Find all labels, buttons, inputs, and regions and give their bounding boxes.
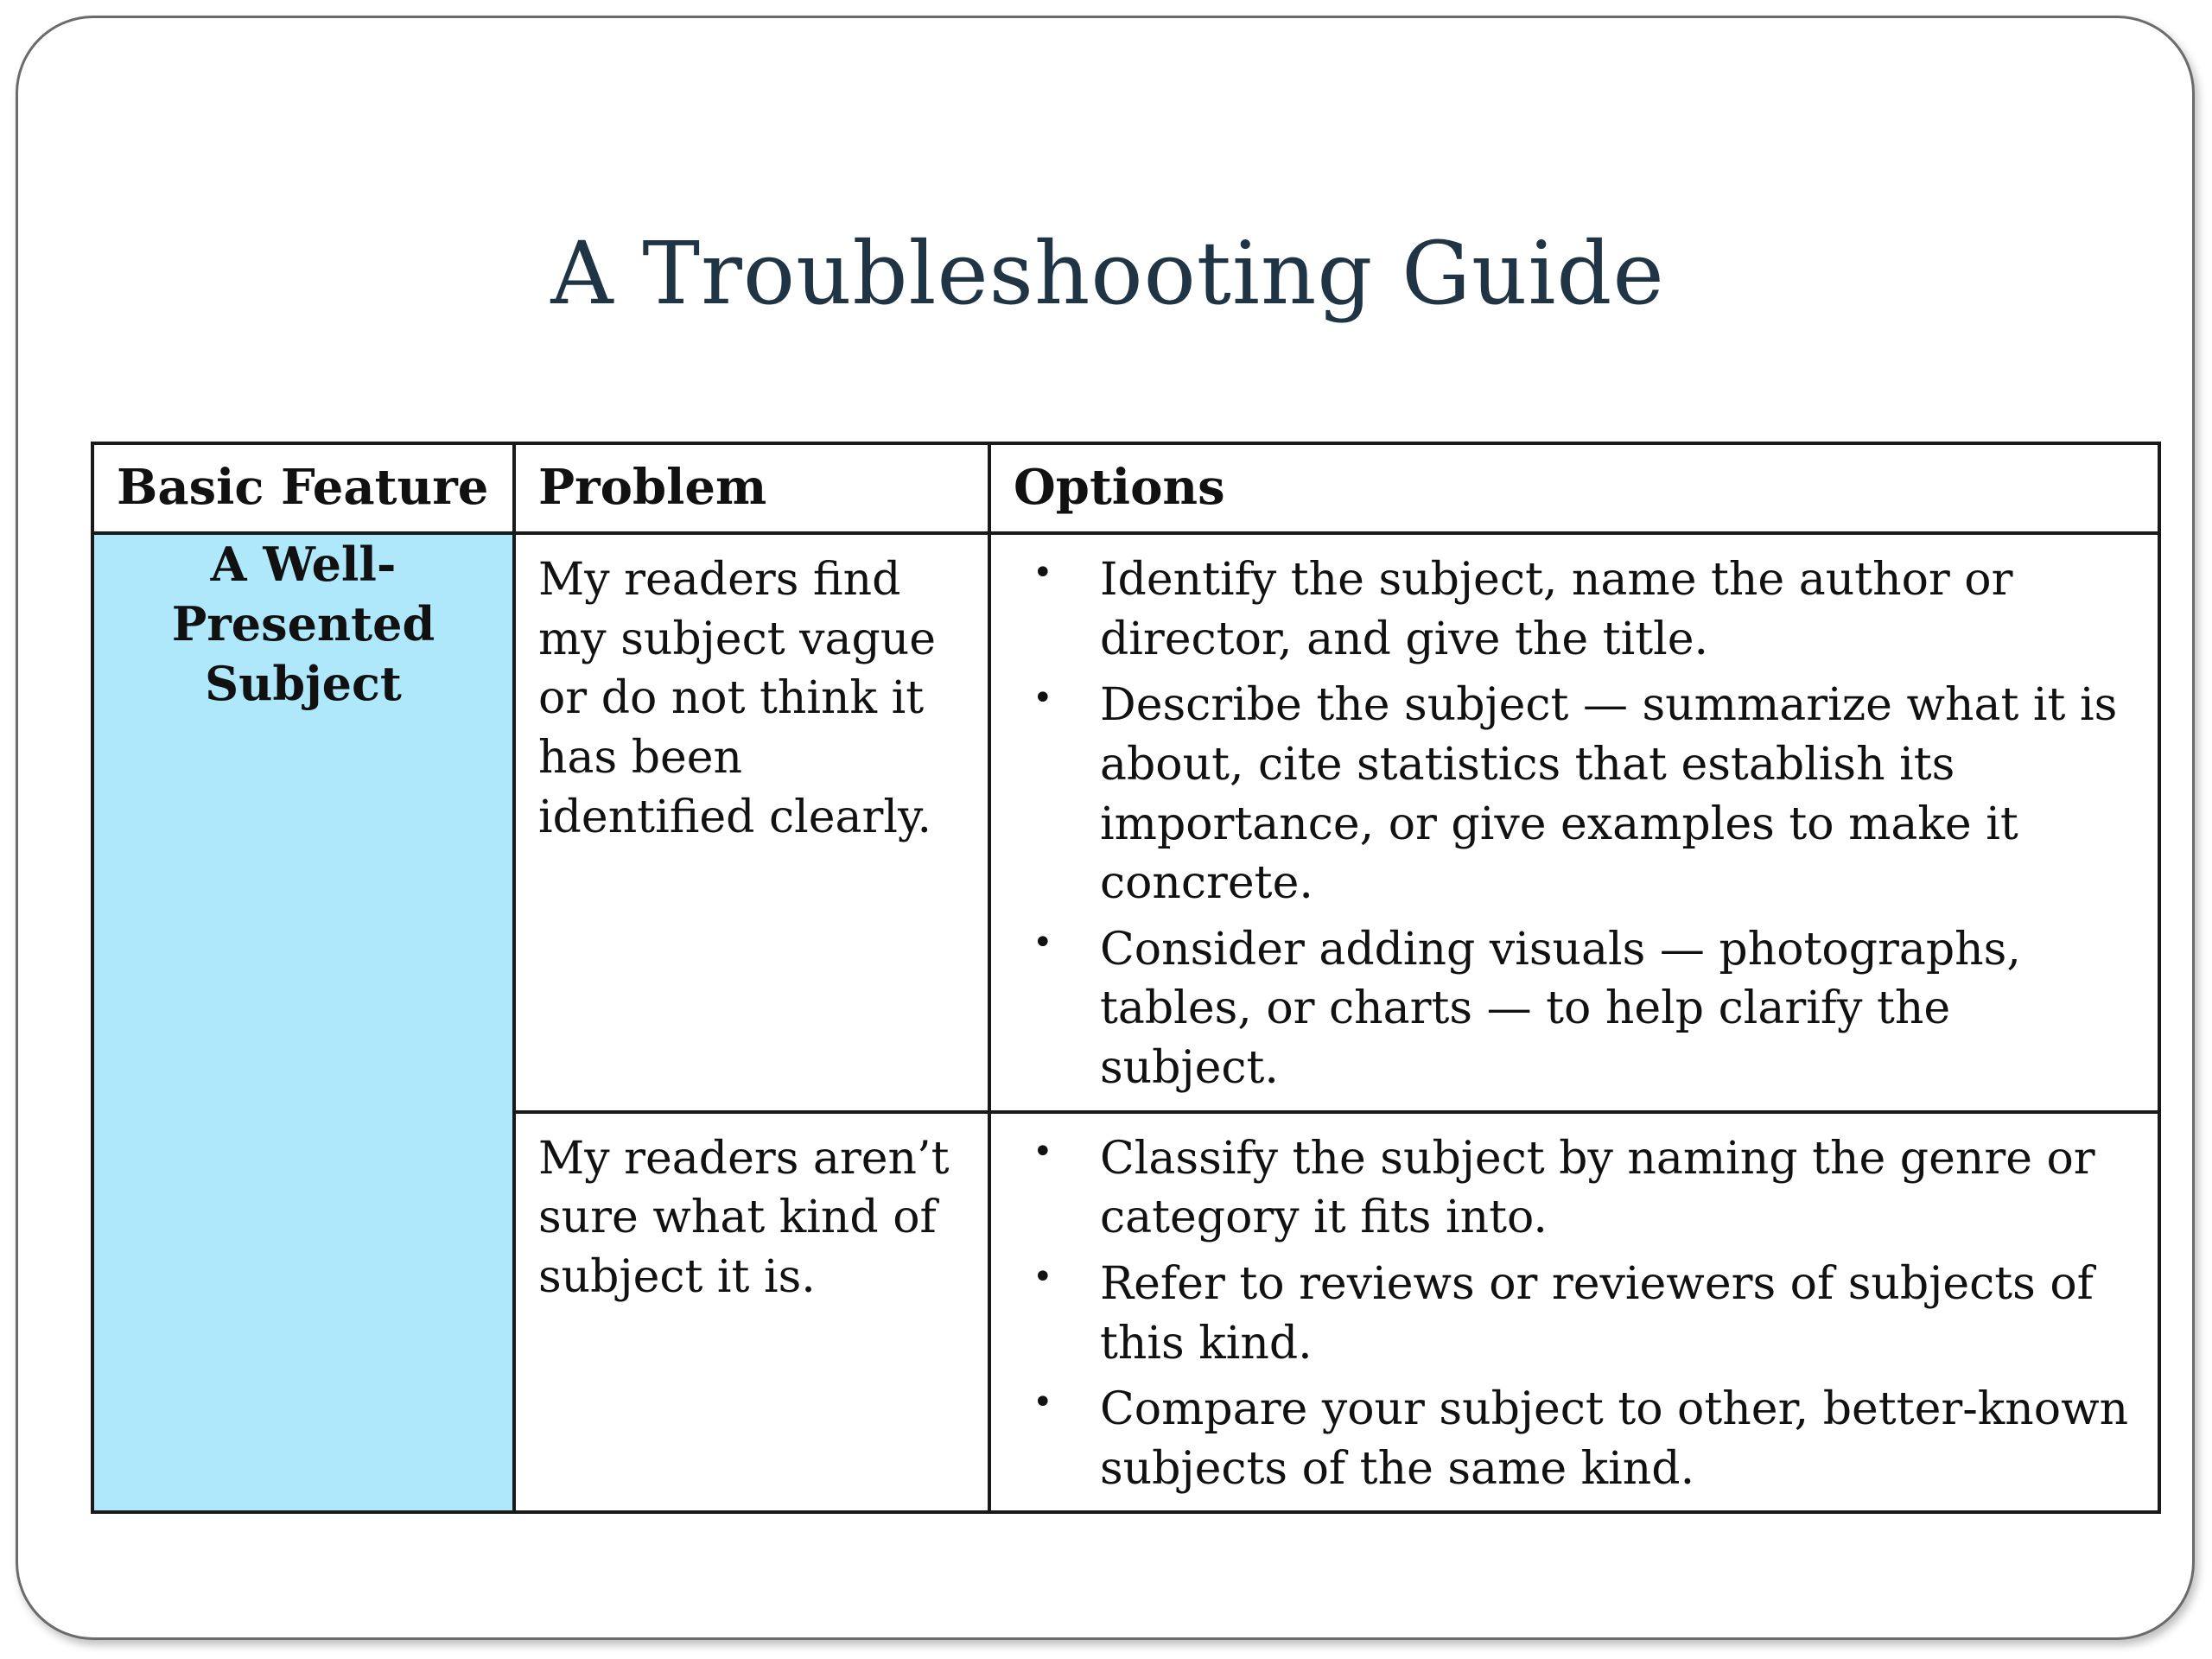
option-text: Identify the subject, name the author or director, and give the title. bbox=[1100, 554, 2013, 665]
header-options: Options bbox=[989, 443, 2159, 533]
feature-cell bbox=[92, 533, 514, 1512]
problem-cell: My readers aren’t sure what kind of subject it is. bbox=[514, 1112, 989, 1513]
option-item bbox=[1014, 676, 2135, 913]
bullet-icon: • bbox=[1033, 1382, 1053, 1423]
slide-title: A Troubleshooting Guide bbox=[550, 223, 1665, 324]
table-header-row bbox=[92, 443, 2159, 533]
options-list bbox=[1014, 550, 2135, 1098]
bullet-icon: • bbox=[1033, 553, 1053, 593]
feature-label-line: Subject bbox=[205, 656, 402, 712]
option-item bbox=[1014, 1380, 2135, 1498]
troubleshooting-table bbox=[91, 442, 2161, 1514]
option-item bbox=[1014, 920, 2135, 1098]
bullet-icon: • bbox=[1033, 1131, 1053, 1172]
bullet-icon: • bbox=[1033, 922, 1053, 963]
bullet-icon: • bbox=[1033, 1256, 1053, 1297]
options-cell bbox=[989, 533, 2159, 1112]
option-item bbox=[1014, 1255, 2135, 1373]
options-cell bbox=[989, 1112, 2159, 1513]
header-basic-feature: Basic Feature bbox=[92, 443, 514, 533]
feature-label-line: A Well- bbox=[210, 537, 397, 592]
option-text: Consider adding visuals — photographs, tables, or charts — to help clarify the subject. bbox=[1100, 923, 2021, 1094]
bullet-icon: • bbox=[1033, 678, 1053, 719]
option-text: Compare your subject to other, better-known subjects of the same kind. bbox=[1100, 1383, 2129, 1495]
header-problem: Problem bbox=[514, 443, 989, 533]
problem-cell: My readers find my subject vague or do not think it has been identified clearly. bbox=[514, 533, 989, 1112]
feature-label-line: Presented bbox=[171, 596, 435, 652]
option-text: Refer to reviews or reviewers of subjects of this kind. bbox=[1100, 1257, 2094, 1370]
option-item bbox=[1014, 1129, 2135, 1248]
options-list bbox=[1014, 1129, 2135, 1499]
option-text: Describe the subject — summarize what it is about, cite statistics that establish its importance, or give examples to make it concrete. bbox=[1100, 679, 2118, 910]
slide bbox=[16, 16, 2195, 1640]
table-row bbox=[92, 533, 2159, 1112]
option-text: Classify the subject by naming the genre or category it fits into. bbox=[1100, 1132, 2095, 1244]
option-item bbox=[1014, 550, 2135, 669]
